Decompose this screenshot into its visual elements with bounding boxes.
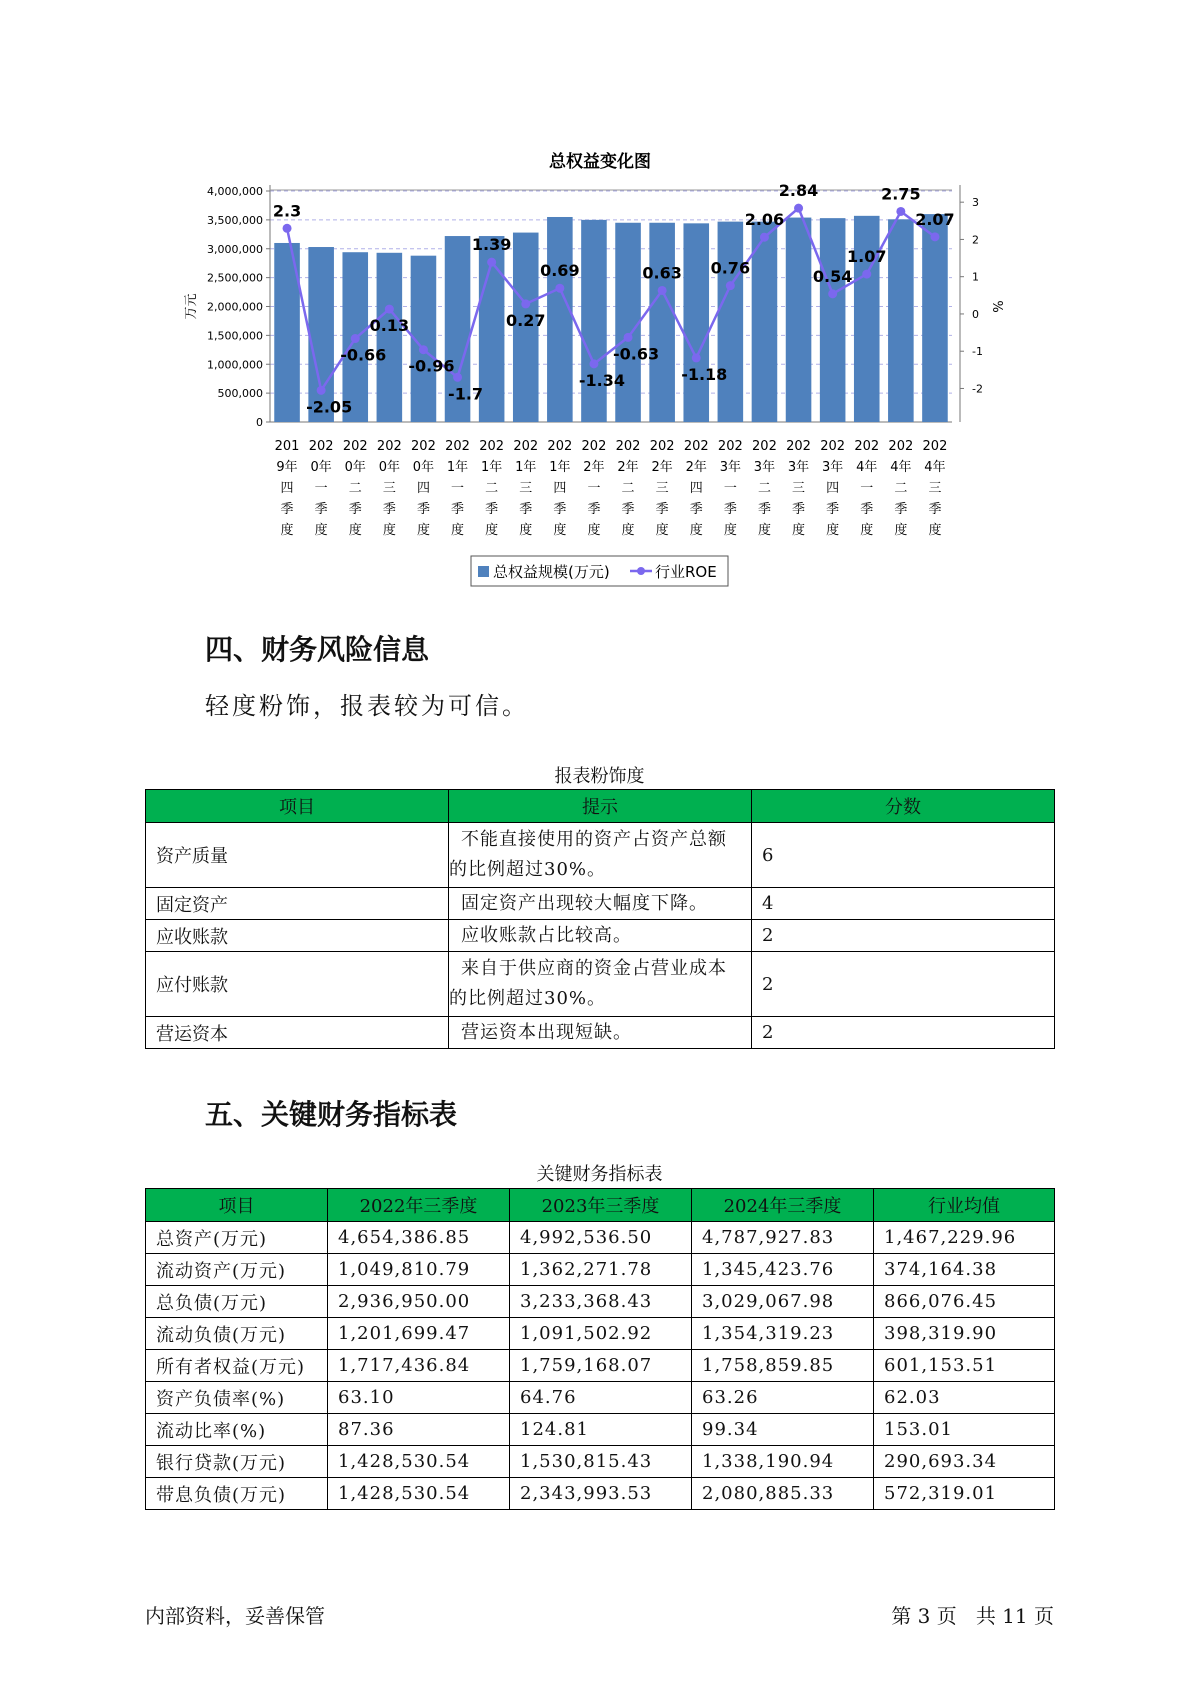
roe-point: [658, 286, 667, 295]
roe-data-label: 0.63: [642, 263, 682, 283]
x-tick-label: 4年: [856, 460, 878, 475]
x-tick-label: 3年: [822, 460, 844, 475]
roe-data-label: 2.3: [272, 201, 302, 221]
x-tick-label: 202: [547, 439, 573, 454]
x-tick-label: 一: [451, 481, 465, 496]
roe-data-label: -1.34: [578, 370, 626, 390]
x-tick-label: 四: [826, 481, 840, 496]
bar: [922, 214, 948, 422]
x-tick-label: 三: [519, 481, 533, 496]
roe-point: [487, 258, 496, 267]
x-tick-label: 二: [348, 481, 362, 496]
indicator-name: 银行贷款(万元): [146, 1446, 328, 1478]
footer-confidential: 内部资料，妥善保管: [145, 1604, 325, 1628]
roe-point: [930, 232, 939, 241]
x-tick-label: 季: [860, 502, 874, 517]
y2-tick-label: 0: [972, 307, 979, 321]
x-tick-label: 2年: [685, 460, 707, 475]
x-tick-label: 202: [445, 439, 470, 454]
risk-item: 应付账款: [146, 952, 449, 1017]
bar: [786, 218, 812, 422]
indicator-value: 1,049,810.79: [328, 1254, 510, 1286]
x-tick-label: 季: [689, 502, 703, 517]
y-axis-title: 万元: [184, 293, 199, 320]
indicator-value: 4,654,386.85: [328, 1222, 510, 1254]
table-row: [146, 1318, 1055, 1350]
indicator-header-cell: 行业均值: [874, 1189, 1055, 1222]
legend-line-label: 行业ROE: [655, 563, 717, 581]
indicator-value: 2,936,950.00: [328, 1286, 510, 1318]
y2-axis-title: %: [989, 300, 1004, 313]
indicator-value: 601,153.51: [874, 1350, 1055, 1382]
roe-point: [283, 224, 292, 233]
indicator-value: 1,201,699.47: [328, 1318, 510, 1350]
indicator-value: 4,787,927.83: [692, 1222, 874, 1254]
risk-tip: [449, 888, 752, 920]
x-tick-label: 二: [894, 481, 908, 496]
indicator-value: 3,029,067.98: [692, 1286, 874, 1318]
table-row: [146, 1478, 1055, 1510]
roe-data-label: 0.76: [710, 258, 751, 278]
x-tick-label: 季: [451, 502, 465, 517]
table-row: [146, 1350, 1055, 1382]
x-tick-label: 度: [894, 523, 908, 538]
risk-item: 资产质量: [146, 823, 449, 888]
indicator-header-cell: 2022年三季度: [328, 1189, 510, 1222]
roe-point: [453, 373, 462, 382]
table-row: [146, 1382, 1055, 1414]
risk-tip: [449, 920, 752, 952]
risk-item: 应收账款: [146, 920, 449, 952]
roe-data-label: 1.39: [471, 235, 512, 255]
x-tick-label: 0年: [378, 460, 400, 475]
risk-tip-line: 的比例超过30%。: [449, 988, 607, 1009]
x-tick-label: 0年: [310, 460, 332, 475]
indicator-value: 398,319.90: [874, 1318, 1055, 1350]
roe-point: [521, 299, 530, 308]
indicator-name: 总负债(万元): [146, 1286, 328, 1318]
roe-data-label: 0.69: [540, 261, 580, 281]
x-tick-label: 度: [792, 523, 806, 538]
roe-data-label: -0.66: [340, 345, 387, 365]
indicator-value: 1,758,859.85: [692, 1350, 874, 1382]
x-tick-label: 度: [655, 523, 669, 538]
y-tick-label: 0: [256, 416, 263, 429]
bar: [718, 222, 744, 422]
roe-data-label: 0.27: [506, 310, 546, 330]
indicator-name: 资产负债率(%): [146, 1382, 328, 1414]
risk-score: 4: [752, 888, 1055, 920]
indicator-value: 1,717,436.84: [328, 1350, 510, 1382]
x-tick-label: 4年: [890, 460, 912, 475]
x-tick-label: 三: [382, 481, 396, 496]
x-tick-label: 季: [621, 502, 635, 517]
x-tick-label: 202: [922, 439, 948, 454]
x-tick-label: 一: [723, 481, 737, 496]
roe-data-label: 2.75: [881, 184, 921, 204]
table-row: [146, 1017, 1055, 1049]
x-tick-label: 季: [928, 502, 942, 517]
x-tick-label: 1年: [481, 460, 503, 475]
x-tick-label: 季: [519, 502, 533, 517]
roe-point: [896, 207, 905, 216]
y-tick-label: 2,000,000: [207, 300, 263, 314]
x-tick-label: 2年: [583, 460, 605, 475]
roe-point: [419, 345, 428, 354]
indicator-name: 总资产(万元): [146, 1222, 328, 1254]
indicator-value: 99.34: [692, 1414, 874, 1446]
table-row: [146, 920, 1055, 952]
x-tick-label: 度: [621, 523, 635, 538]
indicator-header-cell: 2024年三季度: [692, 1189, 874, 1222]
roe-point: [692, 353, 701, 362]
x-tick-label: 季: [723, 502, 737, 517]
x-tick-label: 9年: [276, 460, 298, 475]
indicator-name: 流动负债(万元): [146, 1318, 328, 1350]
x-tick-label: 202: [820, 439, 846, 454]
indicator-value: 87.36: [328, 1414, 510, 1446]
x-tick-label: 度: [519, 523, 533, 538]
x-tick-label: 202: [411, 439, 436, 454]
y2-tick-label: -1: [972, 345, 983, 359]
table-row: [146, 1414, 1055, 1446]
x-tick-label: 0年: [344, 460, 366, 475]
x-tick-label: 度: [689, 523, 703, 538]
risk-header-score: 分数: [752, 790, 1055, 823]
y-tick-label: 3,000,000: [207, 242, 263, 256]
roe-data-label: -0.96: [408, 356, 455, 376]
x-tick-label: 二: [757, 481, 771, 496]
risk-header-tip: 提示: [449, 790, 752, 823]
legend-line-marker: [637, 567, 645, 575]
bar: [888, 219, 914, 422]
x-tick-label: 0年: [412, 460, 435, 475]
x-tick-label: 202: [717, 439, 743, 454]
x-tick-label: 202: [376, 439, 402, 454]
x-tick-label: 度: [280, 523, 294, 538]
x-tick-label: 2年: [651, 460, 673, 475]
indicator-value: 1,362,271.78: [510, 1254, 692, 1286]
roe-point: [351, 334, 360, 343]
risk-tip: [449, 823, 752, 888]
risk-score: 2: [752, 920, 1055, 952]
risk-score: 6: [752, 823, 1055, 888]
risk-tip-line: 应收账款占比较高。: [461, 924, 632, 946]
indicator-value: 1,467,229.96: [874, 1222, 1055, 1254]
x-tick-label: 四: [689, 481, 703, 496]
indicator-value: 153.01: [874, 1414, 1055, 1446]
indicator-header-cell: 2023年三季度: [510, 1189, 692, 1222]
roe-point: [385, 305, 394, 314]
roe-point: [862, 270, 871, 279]
x-tick-label: 季: [348, 502, 362, 517]
x-tick-label: 季: [587, 502, 601, 517]
risk-tip-line: 营运资本出现短缺。: [461, 1021, 632, 1043]
table-row: [146, 823, 1055, 888]
chart-title: 总权益变化图: [549, 152, 651, 172]
risk-table-header: [146, 790, 1055, 823]
risk-item: 营运资本: [146, 1017, 449, 1049]
indicator-value: 1,530,815.43: [510, 1446, 692, 1478]
risk-header-item: 项目: [146, 790, 449, 823]
indicator-name: 带息负债(万元): [146, 1478, 328, 1510]
indicator-value: 2,080,885.33: [692, 1478, 874, 1510]
y-tick-label: 500,000: [217, 387, 263, 401]
x-tick-label: 3年: [719, 460, 741, 475]
x-tick-label: 季: [553, 502, 567, 517]
x-tick-label: 度: [314, 523, 328, 538]
risk-tip: [449, 952, 752, 1017]
x-tick-label: 季: [792, 502, 806, 517]
y2-tick-label: -2: [972, 382, 983, 396]
x-tick-label: 度: [928, 523, 942, 538]
risk-table: [145, 789, 1055, 1049]
x-tick-label: 度: [757, 523, 771, 538]
x-tick-label: 1年: [549, 460, 571, 475]
x-tick-label: 三: [928, 481, 942, 496]
roe-point: [794, 204, 803, 213]
x-tick-label: 一: [860, 481, 874, 496]
indicator-table: [145, 1188, 1055, 1510]
roe-data-label: 2.07: [915, 209, 955, 229]
x-tick-label: 202: [649, 439, 675, 454]
y2-tick-label: 1: [972, 270, 979, 284]
x-tick-label: 度: [723, 523, 737, 538]
x-tick-label: 四: [280, 481, 294, 496]
x-tick-label: 201: [274, 439, 300, 454]
indicator-value: 572,319.01: [874, 1478, 1055, 1510]
bar: [820, 218, 846, 422]
bar: [683, 223, 709, 422]
indicator-table-header: [146, 1189, 1055, 1222]
indicator-value: 64.76: [510, 1382, 692, 1414]
x-tick-label: 度: [826, 523, 840, 538]
table-row: [146, 1446, 1055, 1478]
indicator-value: 1,345,423.76: [692, 1254, 874, 1286]
x-tick-label: 1年: [446, 460, 469, 475]
x-tick-label: 202: [513, 439, 539, 454]
risk-tip-line: 来自于供应商的资金占营业成本: [461, 958, 727, 979]
x-tick-label: 3年: [753, 460, 776, 475]
x-tick-label: 度: [451, 523, 465, 538]
roe-point: [555, 284, 564, 293]
y2-tick-label: 3: [972, 196, 979, 210]
x-tick-label: 三: [655, 481, 669, 496]
y-tick-label: 2,500,000: [207, 271, 263, 285]
indicator-value: 290,693.34: [874, 1446, 1055, 1478]
risk-score: 2: [752, 1017, 1055, 1049]
indicator-name: 流动比率(%): [146, 1414, 328, 1446]
x-tick-label: 度: [587, 523, 601, 538]
x-tick-label: 二: [485, 481, 499, 496]
x-tick-label: 202: [308, 439, 334, 454]
x-tick-label: 2年: [617, 460, 639, 475]
x-tick-label: 季: [382, 502, 396, 517]
x-tick-label: 季: [655, 502, 669, 517]
risk-tip-line: 固定资产出现较大幅度下降。: [461, 892, 708, 914]
x-tick-label: 季: [757, 502, 771, 517]
x-tick-label: 二: [621, 481, 635, 496]
table-row: [146, 952, 1055, 1017]
y-tick-label: 1,000,000: [207, 358, 263, 372]
x-tick-label: 202: [752, 439, 777, 454]
risk-summary: 轻度粉饰，报表较为可信。: [205, 692, 529, 720]
indicator-value: 63.10: [328, 1382, 510, 1414]
roe-data-label: -1.18: [681, 364, 728, 384]
roe-point: [726, 281, 735, 290]
table-row: [146, 1254, 1055, 1286]
y-tick-label: 1,500,000: [207, 329, 263, 343]
indicator-value: 1,759,168.07: [510, 1350, 692, 1382]
indicator-value: 4,992,536.50: [510, 1222, 692, 1254]
indicator-value: 3,233,368.43: [510, 1286, 692, 1318]
table-row: [146, 1286, 1055, 1318]
indicator-name: 所有者权益(万元): [146, 1350, 328, 1382]
bar: [581, 220, 607, 422]
table-row: [146, 1222, 1055, 1254]
indicator-value: 1,091,502.92: [510, 1318, 692, 1350]
x-tick-label: 度: [416, 523, 430, 538]
indicator-value: 1,354,319.23: [692, 1318, 874, 1350]
x-tick-label: 度: [485, 523, 499, 538]
x-tick-label: 202: [854, 439, 880, 454]
section-4-heading: 四、财务风险信息: [205, 633, 430, 666]
roe-data-label: 2.84: [778, 181, 819, 201]
bar: [615, 223, 641, 422]
risk-item: 固定资产: [146, 888, 449, 920]
x-tick-label: 四: [553, 481, 567, 496]
x-tick-label: 202: [683, 439, 709, 454]
roe-data-label: 1.07: [847, 247, 887, 267]
x-tick-label: 202: [342, 439, 368, 454]
indicator-value: 1,428,530.54: [328, 1478, 510, 1510]
x-tick-label: 202: [479, 439, 505, 454]
bar: [547, 217, 573, 422]
risk-tip: [449, 1017, 752, 1049]
risk-tip-line: 的比例超过30%。: [449, 859, 607, 880]
x-tick-label: 三: [792, 481, 806, 496]
x-tick-label: 度: [860, 523, 874, 538]
x-tick-label: 3年: [787, 460, 810, 475]
legend-bar-swatch: [478, 566, 489, 577]
equity-change-chart: [0, 0, 1191, 600]
table-row: [146, 888, 1055, 920]
indicator-value: 1,428,530.54: [328, 1446, 510, 1478]
x-tick-label: 季: [894, 502, 908, 517]
roe-point: [828, 289, 837, 298]
indicator-table-caption: 关键财务指标表: [536, 1164, 663, 1185]
x-tick-label: 202: [615, 439, 641, 454]
x-tick-label: 一: [314, 481, 328, 496]
indicator-header-cell: 项目: [146, 1189, 328, 1222]
section-5-heading: 五、关键财务指标表: [205, 1098, 458, 1131]
roe-point: [624, 333, 633, 342]
x-tick-label: 四: [416, 481, 430, 496]
risk-tip-line: 不能直接使用的资产占资产总额: [461, 829, 727, 850]
indicator-value: 374,164.38: [874, 1254, 1055, 1286]
risk-table-caption: 报表粉饰度: [554, 766, 645, 787]
roe-data-label: 0.13: [369, 316, 410, 336]
x-tick-label: 一: [587, 481, 601, 496]
x-tick-label: 4年: [924, 460, 946, 475]
indicator-value: 2,343,993.53: [510, 1478, 692, 1510]
x-tick-label: 季: [416, 502, 430, 517]
bar: [649, 223, 675, 422]
bar: [377, 253, 403, 422]
roe-data-label: 2.06: [744, 210, 785, 230]
roe-data-label: -2.05: [306, 397, 353, 417]
x-tick-label: 季: [314, 502, 328, 517]
x-tick-label: 季: [485, 502, 499, 517]
roe-point: [589, 359, 598, 368]
roe-data-label: -1.7: [448, 384, 484, 404]
footer-page-number: 第 3 页 共 11 页: [891, 1604, 1054, 1628]
y2-tick-label: 2: [972, 233, 979, 247]
indicator-value: 62.03: [874, 1382, 1055, 1414]
x-tick-label: 202: [786, 439, 811, 454]
bar: [308, 247, 334, 422]
risk-score: 2: [752, 952, 1055, 1017]
roe-point: [317, 386, 326, 395]
x-tick-label: 度: [382, 523, 396, 538]
legend-bar-label: 总权益规模(万元): [493, 563, 610, 581]
x-tick-label: 1年: [515, 460, 537, 475]
indicator-value: 63.26: [692, 1382, 874, 1414]
indicator-name: 流动资产(万元): [146, 1254, 328, 1286]
roe-data-label: 0.54: [812, 266, 853, 286]
x-tick-label: 度: [348, 523, 362, 538]
x-tick-label: 202: [581, 439, 607, 454]
indicator-value: 1,338,190.94: [692, 1446, 874, 1478]
x-tick-label: 度: [553, 523, 567, 538]
x-tick-label: 202: [888, 439, 914, 454]
roe-point: [760, 233, 769, 242]
roe-data-label: -0.63: [612, 344, 660, 364]
x-tick-label: 季: [280, 502, 294, 517]
indicator-value: 124.81: [510, 1414, 692, 1446]
y-tick-label: 4,000,000: [207, 185, 263, 198]
x-tick-label: 季: [826, 502, 840, 517]
indicator-value: 866,076.45: [874, 1286, 1055, 1318]
y-tick-label: 3,500,000: [207, 213, 263, 227]
